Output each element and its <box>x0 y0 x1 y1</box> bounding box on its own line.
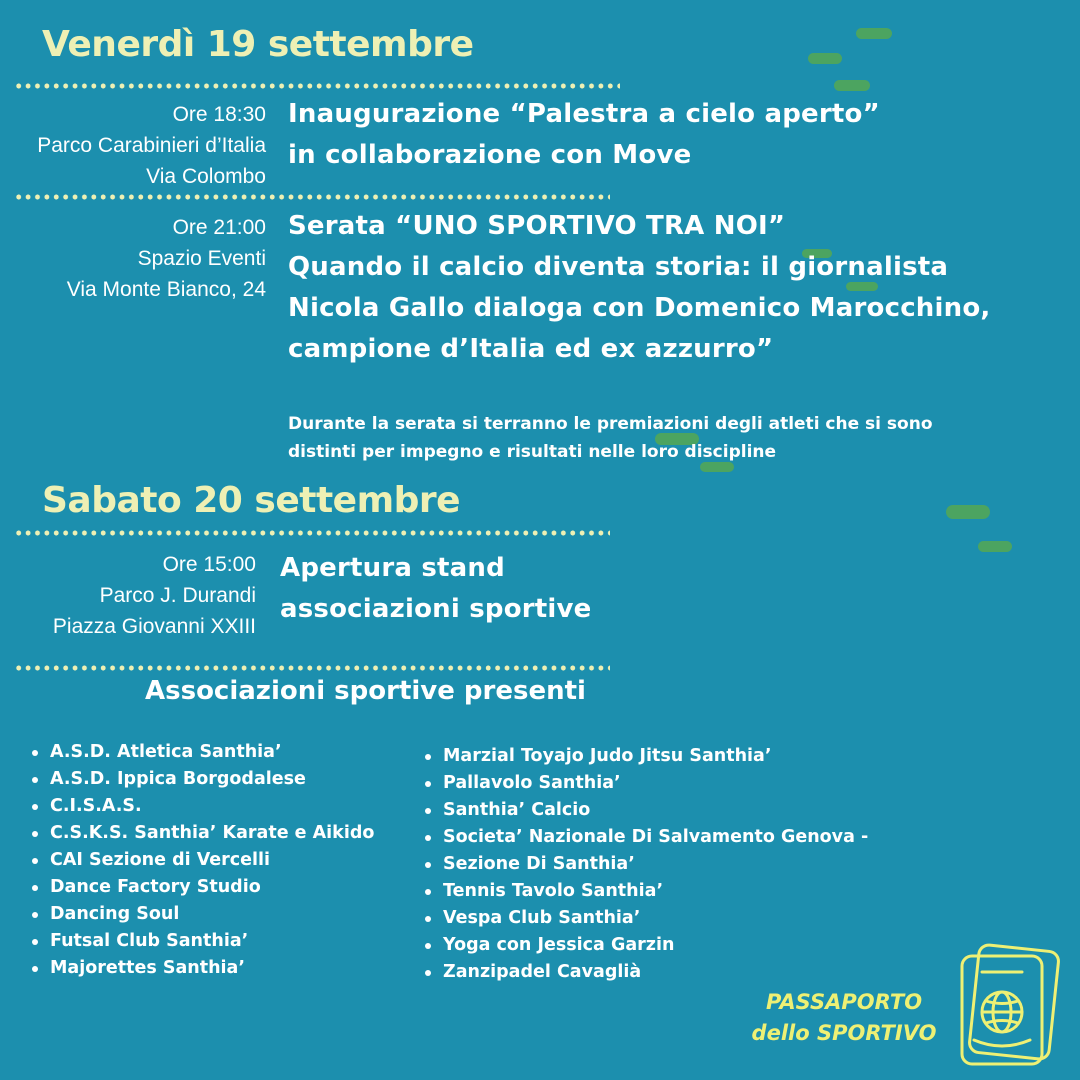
associations-list-right <box>423 743 868 986</box>
dotted-divider <box>14 194 610 200</box>
passport-caption <box>742 987 946 1049</box>
event-line: Inaugurazione “Palestra a cielo aperto” <box>288 99 880 129</box>
list-item: A.S.D. Ippica Borgodalese <box>30 766 374 793</box>
decorative-brush-stroke <box>856 28 892 39</box>
list-item: Yoga con Jessica Garzin <box>423 932 868 959</box>
day-title-friday: Venerdì 19 settembre <box>42 24 474 65</box>
event-description-stands <box>280 548 592 630</box>
list-item: C.I.S.A.S. <box>30 793 374 820</box>
decorative-brush-stroke <box>808 53 842 64</box>
list-item: Santhia’ Calcio <box>423 797 868 824</box>
event-place: Parco Carabinieri d’Italia <box>37 134 266 157</box>
event-address: Via Colombo <box>146 165 266 188</box>
list-item: Societa’ Nazionale Di Salvamento Genova - <box>423 824 868 851</box>
note-line: distinti per impegno e risultati nelle loro discipline <box>288 442 777 462</box>
list-item: Majorettes Santhia’ <box>30 955 374 982</box>
list-item: C.S.K.S. Santhia’ Karate e Aikido <box>30 820 374 847</box>
list-item: Vespa Club Santhia’ <box>423 905 868 932</box>
event-place: Parco J. Durandi <box>99 584 256 607</box>
event-line: Serata “UNO SPORTIVO TRA NOI” <box>288 211 786 241</box>
passport-line-2: dello SPORTIVO <box>751 1021 937 1045</box>
list-item: A.S.D. Atletica Santhia’ <box>30 739 374 766</box>
associations-title: Associazioni sportive presenti <box>145 676 586 706</box>
decorative-brush-stroke <box>834 80 870 91</box>
event-description-inauguration <box>288 94 880 176</box>
event-place: Spazio Eventi <box>137 247 266 270</box>
event-info-evening <box>67 212 266 305</box>
dotted-divider <box>14 83 620 89</box>
decorative-brush-stroke <box>946 505 990 519</box>
note-line: Durante la serata si terranno le premiazioni degli atleti che si sono <box>288 414 933 434</box>
event-line: campione d’Italia ed ex azzurro” <box>288 334 774 364</box>
list-item: Marzial Toyajo Judo Jitsu Santhia’ <box>423 743 868 770</box>
event-line: Nicola Gallo dialoga con Domenico Marocchino, <box>288 293 991 323</box>
list-item: CAI Sezione di Vercelli <box>30 847 374 874</box>
dotted-divider <box>14 530 610 536</box>
event-time: Ore 18:30 <box>172 103 266 126</box>
event-line: associazioni sportive <box>280 594 592 624</box>
list-item: Futsal Club Santhia’ <box>30 928 374 955</box>
list-item: Dancing Soul <box>30 901 374 928</box>
passport-line-1: PASSAPORTO <box>765 990 923 1014</box>
list-item: Pallavolo Santhia’ <box>423 770 868 797</box>
day-title-saturday: Sabato 20 settembre <box>42 480 461 521</box>
event-line: in collaborazione con Move <box>288 140 692 170</box>
passport-globe-icon <box>952 940 1064 1070</box>
event-info-stands <box>53 549 256 642</box>
event-info-inauguration <box>37 99 266 192</box>
event-line: Apertura stand <box>280 553 505 583</box>
decorative-brush-stroke <box>978 541 1012 552</box>
event-note-awards <box>288 410 933 466</box>
list-item-continuation: Sezione Di Santhia’ <box>423 851 868 878</box>
list-item: Dance Factory Studio <box>30 874 374 901</box>
associations-list-left <box>30 739 374 982</box>
event-time: Ore 21:00 <box>172 216 266 239</box>
event-description-evening <box>288 206 990 370</box>
event-line: Quando il calcio diventa storia: il giornalista <box>288 252 949 282</box>
event-time: Ore 15:00 <box>162 553 256 576</box>
list-item: Zanzipadel Cavaglià <box>423 959 868 986</box>
event-address: Piazza Giovanni XXIII <box>52 615 256 638</box>
dotted-divider <box>14 665 610 671</box>
event-address: Via Monte Bianco, 24 <box>66 278 266 301</box>
list-item: Tennis Tavolo Santhia’ <box>423 878 868 905</box>
